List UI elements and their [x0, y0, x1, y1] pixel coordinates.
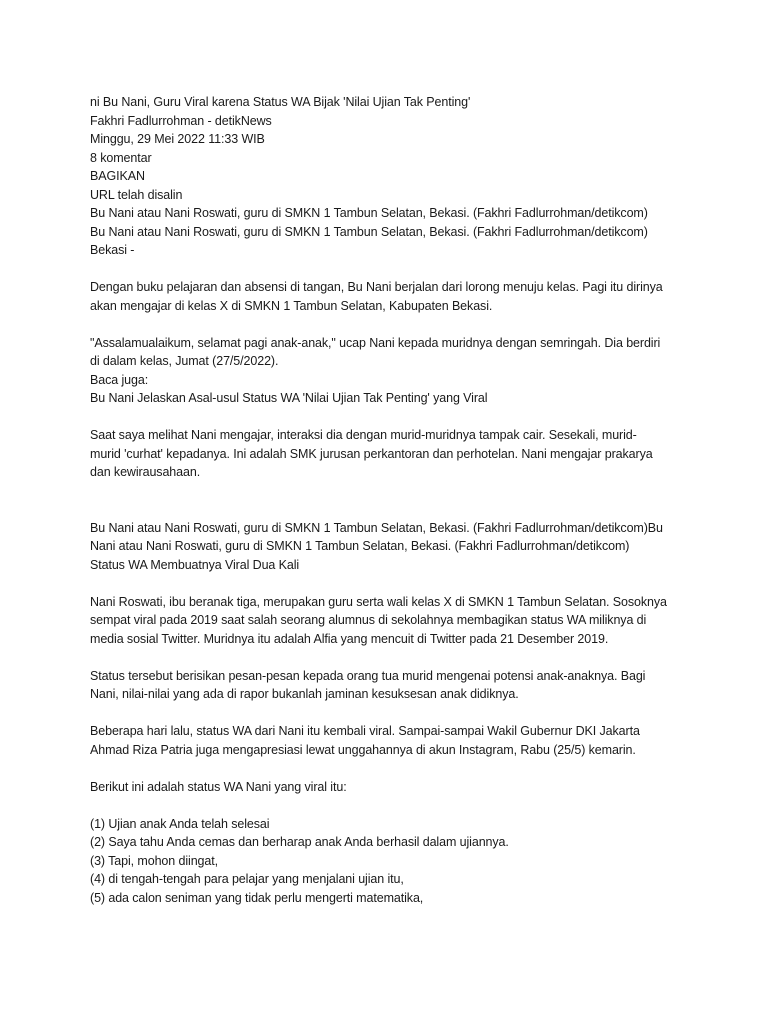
paragraph-3-line-1: Saat saya melihat Nani mengajar, interaksi dia dengan murid-muridnya tampak cair. Sesekali, murid- — [90, 428, 637, 442]
article-title: ni Bu Nani, Guru Viral karena Status WA Bijak 'Nilai Ujian Tak Penting' — [90, 95, 471, 109]
paragraph-2-line-1: "Assalamualaikum, selamat pagi anak-anak," ucap Nani kepada muridnya dengan semringah. Dia berdiri — [90, 335, 661, 350]
list-item: (5) ada calon seniman yang tidak perlu mengerti matematika, — [90, 890, 424, 905]
photo-caption-3-line-2: Nani atau Nani Roswati, guru di SMKN 1 Tambun Selatan, Bekasi. (Fakhri Fadlurrohman/detikcom) — [90, 539, 630, 553]
list-item: (2) Saya tahu Anda cemas dan berharap anak Anda berhasil dalam ujiannya. — [90, 835, 509, 849]
paragraph-1-line-2: akan mengajar di kelas X di SMKN 1 Tambun Selatan, Kabupaten Bekasi. — [90, 298, 493, 313]
list-item: (4) di tengah-tengah para pelajar yang menjalani ujian itu, — [90, 872, 404, 886]
photo-caption-3 — [90, 519, 690, 556]
list-item: (3) Tapi, mohon diingat, — [90, 853, 219, 868]
paragraph-5-line-1: Status tersebut berisikan pesan-pesan kepada orang tua murid mengenai potensi anak-anaknya. Bagi — [90, 668, 646, 683]
article-date: Minggu, 29 Mei 2022 11:33 WIB — [90, 132, 265, 146]
share-label: BAGIKAN — [90, 169, 145, 183]
paragraph-3-line-3: dan kewirausahaan. — [90, 465, 201, 479]
paragraph-4-line-3: media sosial Twitter. Muridnya itu adalah Alfia yang mencuit di Twitter pada 21 Desember 2019. — [90, 631, 609, 646]
paragraph-5 — [90, 667, 690, 704]
photo-caption-1: Bu Nani atau Nani Roswati, guru di SMKN 1 Tambun Selatan, Bekasi. (Fakhri Fadlurrohman/detikcom) — [90, 206, 648, 220]
baca-juga-label: Baca juga: — [90, 372, 149, 387]
paragraph-6 — [90, 722, 690, 759]
paragraph-7: Berikut ini adalah status WA Nani yang viral itu: — [90, 779, 347, 794]
comment-count: 8 komentar — [90, 150, 152, 165]
list-item: (1) Ujian anak Anda telah selesai — [90, 816, 270, 831]
photo-caption-2: Bu Nani atau Nani Roswati, guru di SMKN 1 Tambun Selatan, Bekasi. (Fakhri Fadlurrohman/detikcom) — [90, 224, 648, 239]
paragraph-4-line-2: sempat viral pada 2019 saat salah seorang alumnus di sekolahnya membagikan status WA miliknya di — [90, 613, 647, 627]
article-document — [90, 93, 690, 907]
paragraph-1 — [90, 278, 690, 315]
section-subheading: Status WA Membuatnya Viral Dua Kali — [90, 557, 300, 572]
paragraph-3-line-2: murid 'curhat' kepadanya. Ini adalah SMK jurusan perkantoran dan perhotelan. Nani mengajar prakarya — [90, 446, 653, 461]
dateline: Bekasi - — [90, 243, 135, 257]
related-article-link[interactable]: Bu Nani Jelaskan Asal-usul Status WA 'Nilai Ujian Tak Penting' yang Viral — [90, 391, 488, 405]
paragraph-2 — [90, 334, 690, 371]
photo-caption-3-line-1: Bu Nani atau Nani Roswati, guru di SMKN 1 Tambun Selatan, Bekasi. (Fakhri Fadlurrohman/detikcom)Bu — [90, 520, 663, 535]
paragraph-1-line-1: Dengan buku pelajaran dan absensi di tangan, Bu Nani berjalan dari lorong menuju kelas. Pagi itu dirinya — [90, 280, 663, 294]
paragraph-6-line-1: Beberapa hari lalu, status WA dari Nani itu kembali viral. Sampai-sampai Wakil Gubernur DKI Jakarta — [90, 724, 640, 738]
status-list — [90, 815, 690, 908]
url-copied-label: URL telah disalin — [90, 187, 183, 202]
paragraph-4-line-1: Nani Roswati, ibu beranak tiga, merupakan guru serta wali kelas X di SMKN 1 Tambun Selatan. Sosoknya — [90, 594, 667, 609]
paragraph-3 — [90, 426, 690, 482]
paragraph-2-line-2: di dalam kelas, Jumat (27/5/2022). — [90, 354, 279, 368]
paragraph-5-line-2: Nani, nilai-nilai yang ada di rapor bukanlah jaminan kesuksesan anak didiknya. — [90, 687, 519, 701]
paragraph-6-line-2: Ahmad Riza Patria juga mengapresiasi lewat unggahannya di akun Instagram, Rabu (25/5) kemarin. — [90, 742, 636, 757]
article-author: Fakhri Fadlurrohman - detikNews — [90, 113, 272, 128]
paragraph-4 — [90, 593, 690, 649]
